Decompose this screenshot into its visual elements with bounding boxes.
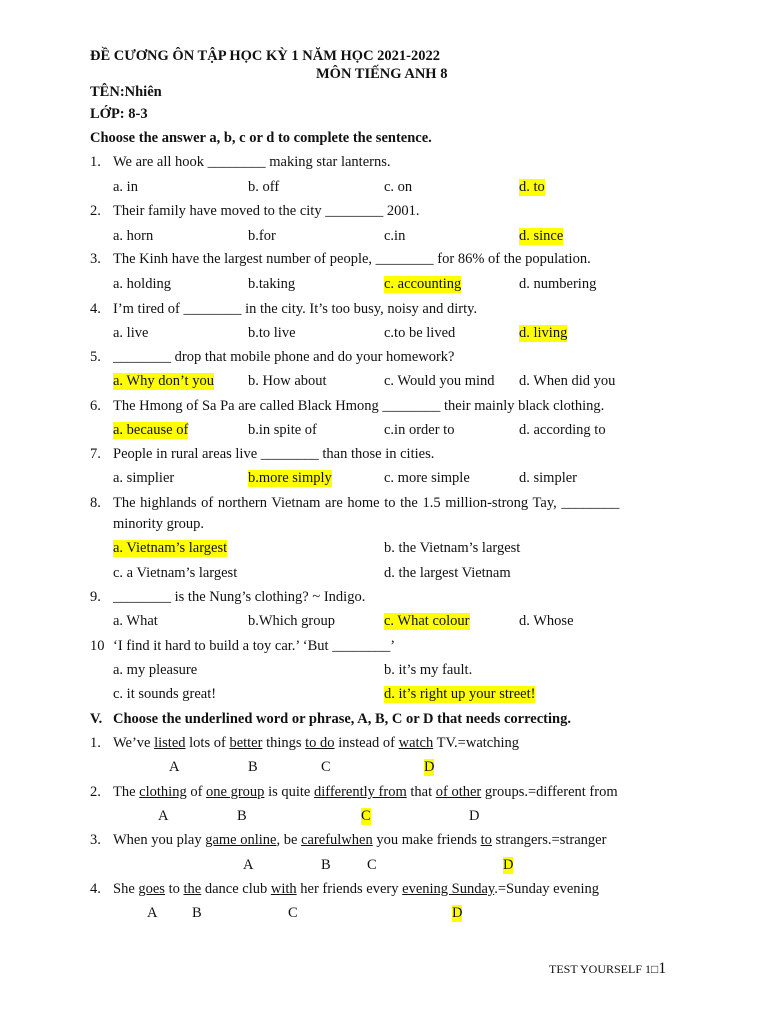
underlined-c: with <box>270 881 297 897</box>
text-segment: strangers.=stranger <box>491 832 607 848</box>
underlined-d: of other <box>435 784 482 800</box>
error-question-text <box>113 881 599 898</box>
question-text: ________ is the Nung’s clothing? ~ Indigo. <box>113 589 366 605</box>
option-b-answer: b.more simply <box>248 470 332 486</box>
option-d-answer: d. since <box>519 228 564 244</box>
option-d: d. numbering <box>519 276 597 292</box>
letter-b: B <box>321 857 331 873</box>
question-number: 5. <box>90 349 101 365</box>
error-question-number: 4. <box>90 881 101 897</box>
option-c-answer: c. What colour <box>384 613 470 629</box>
letter-d: D <box>469 808 480 824</box>
question-text-continued: minority group. <box>113 516 205 532</box>
underlined-c: to do <box>305 735 335 751</box>
option-d: d. simpler <box>519 470 577 486</box>
option-b: b. How about <box>248 373 327 389</box>
option-d-answer: d. living <box>519 325 568 341</box>
letter-b: B <box>248 759 258 775</box>
option-a-answer: a. Why don’t you <box>113 373 214 389</box>
option-d: d. When did you <box>519 373 616 389</box>
option-a: a. horn <box>113 228 154 244</box>
option-a: a. in <box>113 179 138 195</box>
option-c: c. a Vietnam’s largest <box>113 565 238 581</box>
option-c: c. on <box>384 179 413 195</box>
option-c: c.in order to <box>384 422 455 438</box>
question-number: 9. <box>90 589 101 605</box>
letter-d-answer: D <box>424 759 435 775</box>
text-segment: is quite <box>264 784 314 800</box>
letter-b: B <box>192 905 202 921</box>
question-text: People in rural areas live ________ than those in cities. <box>113 446 435 462</box>
letter-c: C <box>367 857 377 873</box>
question-text: Their family have moved to the city ________ 2001. <box>113 203 420 219</box>
option-b: b. the Vietnam’s largest <box>384 540 521 556</box>
question-number: 10 <box>90 638 105 654</box>
underlined-d: to <box>480 832 492 848</box>
text-segment: groups.=different from <box>481 784 618 800</box>
option-b: b.to live <box>248 325 296 341</box>
underlined-d: watch <box>398 735 434 751</box>
error-question-text <box>113 735 519 752</box>
text-segment: dance club <box>201 881 271 897</box>
option-d: d. the largest Vietnam <box>384 565 511 581</box>
error-question-text <box>113 832 606 849</box>
section-1-instruction: Choose the answer a, b, c or d to complete the sentence. <box>90 130 432 146</box>
underlined-a: clothing <box>139 784 187 800</box>
text-segment: that <box>406 784 436 800</box>
question-number: 1. <box>90 154 101 170</box>
letter-c-answer: C <box>361 808 371 824</box>
text-segment: She <box>113 881 139 897</box>
option-b: b.taking <box>248 276 296 292</box>
letter-c: C <box>288 905 298 921</box>
section-2-instruction: Choose the underlined word or phrase, A, B, C or D that needs correcting. <box>113 711 571 727</box>
option-a: a. holding <box>113 276 171 292</box>
option-d-answer: d. to <box>519 179 545 195</box>
page-footer <box>549 960 666 978</box>
option-b: b. off <box>248 179 280 195</box>
question-text: I’m tired of ________ in the city. It’s too busy, noisy and dirty. <box>113 301 478 317</box>
letter-a: A <box>147 905 158 921</box>
option-d: d. according to <box>519 422 606 438</box>
question-number: 4. <box>90 301 101 317</box>
text-segment: to <box>164 881 184 897</box>
question-text: ________ drop that mobile phone and do your homework? <box>113 349 455 365</box>
letter-c: C <box>321 759 331 775</box>
question-text: The Hmong of Sa Pa are called Black Hmong ________ their mainly black clothing. <box>113 398 605 414</box>
question-number: 2. <box>90 203 101 219</box>
error-question-number: 2. <box>90 784 101 800</box>
underlined-c: differently from <box>313 784 407 800</box>
title-line-2: MÔN TIẾNG ANH 8 <box>316 66 448 82</box>
underlined-b: the <box>183 881 202 897</box>
underlined-d: evening Sunday <box>402 881 495 897</box>
question-text: We are all hook ________ making star lanterns. <box>113 154 391 170</box>
option-c: c.to be lived <box>384 325 456 341</box>
square-box-icon: □ <box>651 962 659 976</box>
question-number: 7. <box>90 446 101 462</box>
text-segment: her friends every <box>296 881 403 897</box>
text-segment: things <box>262 735 306 751</box>
option-b: b. it’s my fault. <box>384 662 473 678</box>
question-text: The Kinh have the largest number of people, ________ for 86% of the population. <box>113 251 591 267</box>
text-segment: lots of <box>185 735 230 751</box>
underlined-a: listed <box>154 735 186 751</box>
error-question-text <box>113 784 618 801</box>
underlined-b: carefulwhen <box>301 832 373 848</box>
option-d-answer: d. it’s right up your street! <box>384 686 536 702</box>
text-segment: TV.=watching <box>433 735 519 751</box>
text-segment: When you play <box>113 832 206 848</box>
option-d: d. Whose <box>519 613 574 629</box>
letter-b: B <box>237 808 247 824</box>
option-c: c. it sounds great! <box>113 686 217 702</box>
option-b: b.in spite of <box>248 422 317 438</box>
error-question-number: 1. <box>90 735 101 751</box>
underlined-b: better <box>229 735 263 751</box>
title-line-1: ĐỀ CƯƠNG ÔN TẬP HỌC KỲ 1 NĂM HỌC 2021-2022 <box>90 48 441 64</box>
option-a: a. simplier <box>113 470 175 486</box>
text-segment: The <box>113 784 140 800</box>
error-question-number: 3. <box>90 832 101 848</box>
text-segment: We’ve <box>113 735 155 751</box>
option-a: a. What <box>113 613 158 629</box>
text-segment: , be <box>276 832 302 848</box>
text-segment: you make friends <box>372 832 481 848</box>
option-b: b.Which group <box>248 613 335 629</box>
underlined-a: game online <box>205 832 277 848</box>
option-a: a. my pleasure <box>113 662 198 678</box>
option-b: b.for <box>248 228 276 244</box>
text-segment: instead of <box>334 735 399 751</box>
option-a: a. live <box>113 325 149 341</box>
text-segment: of <box>186 784 207 800</box>
letter-a: A <box>158 808 169 824</box>
question-number: 3. <box>90 251 101 267</box>
question-number: 6. <box>90 398 101 414</box>
page-number: 1 <box>658 960 667 977</box>
option-c: c. Would you mind <box>384 373 495 389</box>
option-c: c. more simple <box>384 470 470 486</box>
question-number: 8. <box>90 495 101 511</box>
letter-d-answer: D <box>452 905 463 921</box>
underlined-b: one group <box>206 784 265 800</box>
letter-d-answer: D <box>503 857 514 873</box>
letter-a: A <box>243 857 254 873</box>
option-c: c.in <box>384 228 406 244</box>
option-a-answer: a. Vietnam’s largest <box>113 540 228 556</box>
question-text: ‘I find it hard to build a toy car.’ ‘But ________’ <box>113 638 396 654</box>
student-name: TÊN:Nhiên <box>90 84 162 100</box>
question-text: The highlands of northern Vietnam are home to the 1.5 million-strong Tay, ________ <box>113 495 620 511</box>
option-c-answer: c. accounting <box>384 276 462 292</box>
text-segment: .=Sunday evening <box>494 881 600 897</box>
underlined-a: goes <box>138 881 165 897</box>
letter-a: A <box>169 759 180 775</box>
option-a-answer: a. because of <box>113 422 189 438</box>
footer-label: TEST YOURSELF 1 <box>549 962 652 976</box>
section-2-number: V. <box>90 711 103 727</box>
student-class: LỚP: 8-3 <box>90 106 148 122</box>
